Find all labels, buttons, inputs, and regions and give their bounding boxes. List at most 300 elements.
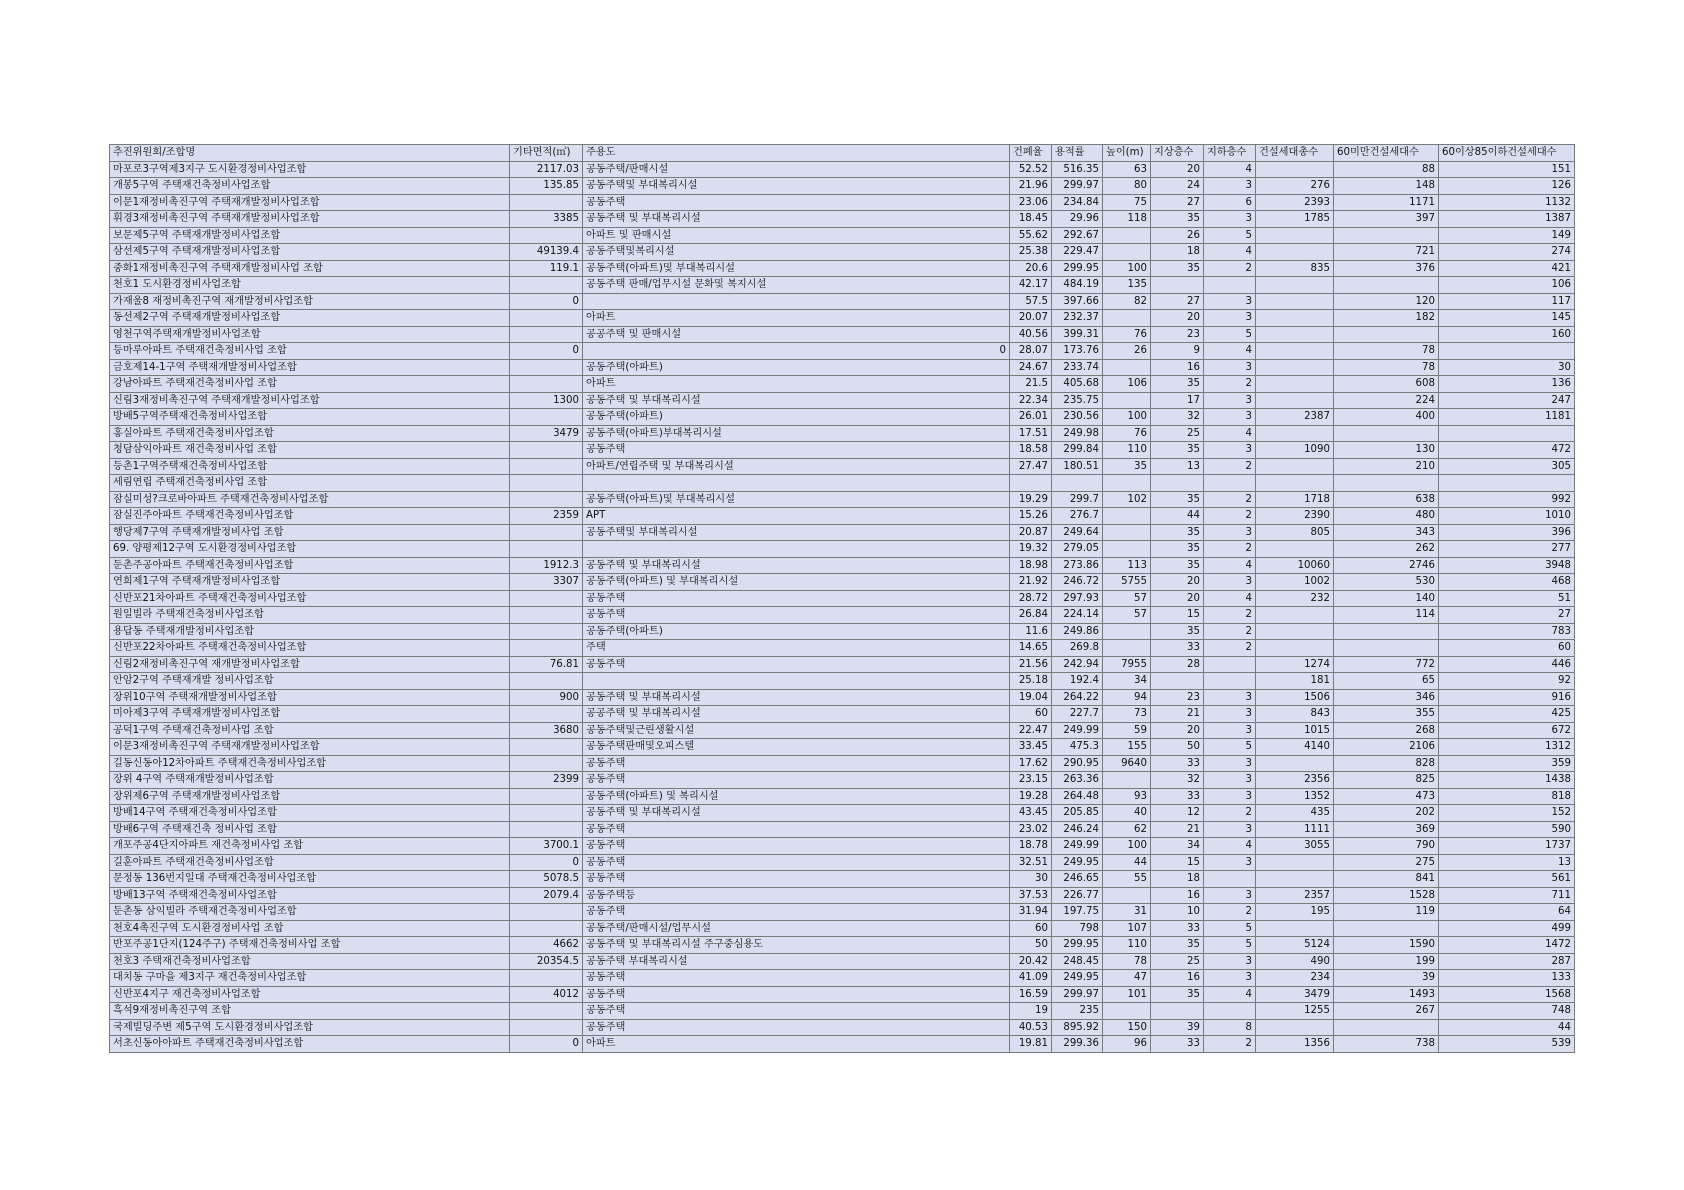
table-cell [1256,854,1334,871]
table-cell: 주택 [583,640,1010,657]
table-cell [1256,310,1334,327]
table-cell: 224.14 [1052,607,1103,624]
table-cell: 305 [1439,458,1575,475]
table-cell: 711 [1439,887,1575,904]
table-cell [1103,772,1151,789]
table-cell: 268 [1334,722,1439,739]
table-cell: 181 [1256,673,1334,690]
table-cell: 80 [1103,178,1151,195]
table-cell: 4 [1204,986,1256,1003]
table-cell [510,1003,583,1020]
table-cell: 1493 [1334,986,1439,1003]
table-cell: 76 [1103,425,1151,442]
table-cell: 중화1재정비촉진구역 주택재개발정비사업 조합 [110,260,510,277]
table-cell: 475.3 [1052,739,1103,756]
table-cell: 공동주택/판매시설/업무시설 [583,920,1010,937]
table-cell: 173.76 [1052,343,1103,360]
table-cell: 34 [1103,673,1151,690]
table-cell: 638 [1334,491,1439,508]
table-row [110,293,1575,310]
table-cell: 4 [1204,590,1256,607]
table-cell [1256,227,1334,244]
table-cell: 249.95 [1052,854,1103,871]
table-cell: 24 [1151,178,1204,195]
table-cell [510,524,583,541]
table-row [110,161,1575,178]
table-cell: 3 [1204,310,1256,327]
table-cell: 276.7 [1052,508,1103,525]
table-cell: 818 [1439,788,1575,805]
table-cell: 공동주택(아파트)부대복리시설 [583,425,1010,442]
table-cell: 3 [1204,442,1256,459]
table-cell: 25.38 [1010,244,1052,261]
table-cell: 9 [1151,343,1204,360]
table-cell: 20.42 [1010,953,1052,970]
table-cell [1334,227,1439,244]
table-cell: 대치동 구마을 제3지구 재건축정비사업조합 [110,970,510,987]
table-row [110,1036,1575,1053]
table-cell: 346 [1334,689,1439,706]
table-cell [1256,359,1334,376]
table-cell: 3307 [510,574,583,591]
table-cell: 232.37 [1052,310,1103,327]
table-cell: 19 [1010,1003,1052,1020]
table-row [110,640,1575,657]
table-cell: 126 [1439,178,1575,195]
table-cell: 22.47 [1010,722,1052,739]
table-cell: 공동주택 [583,821,1010,838]
table-cell [1334,277,1439,294]
header-row [110,145,1575,162]
table-cell: 1472 [1439,937,1575,954]
table-cell: 35 [1151,211,1204,228]
table-cell [1103,640,1151,657]
table-cell: 248.45 [1052,953,1103,970]
table-cell: 0 [510,293,583,310]
table-cell: 길훈아파트 주택재건축정비사업조합 [110,854,510,871]
table-cell [1439,475,1575,492]
table-cell: 35 [1151,937,1204,954]
table-cell: 33 [1151,920,1204,937]
table-cell: 140 [1334,590,1439,607]
table-cell [510,491,583,508]
column-header: 건폐율 [1010,145,1052,162]
table-cell: 93 [1103,788,1151,805]
table-cell: 40 [1103,805,1151,822]
table-cell [1151,475,1204,492]
table-cell: 110 [1103,442,1151,459]
table-cell: 916 [1439,689,1575,706]
table-row [110,310,1575,327]
table-cell: 100 [1103,409,1151,426]
table-cell: 이문1재정비촉진구역 주택재개발정비사업조합 [110,194,510,211]
table-cell: 공동주택(아파트)및 부대복리시설 [583,491,1010,508]
table-cell: 60 [1010,920,1052,937]
table-cell: 425 [1439,706,1575,723]
table-cell: 3 [1204,359,1256,376]
table-cell [1256,607,1334,624]
table-cell: 19.04 [1010,689,1052,706]
table-cell: 27 [1151,194,1204,211]
table-cell [583,673,1010,690]
table-cell: 343 [1334,524,1439,541]
table-cell: 1737 [1439,838,1575,855]
table-cell: 7955 [1103,656,1151,673]
table-cell: 227.7 [1052,706,1103,723]
table-cell: 117 [1439,293,1575,310]
table-cell: 2 [1204,508,1256,525]
table-cell: 299.36 [1052,1036,1103,1053]
table-cell: 152 [1439,805,1575,822]
table-cell: 2 [1204,640,1256,657]
table-cell: 공동주택 및 부대복리시설 주구중심용도 [583,937,1010,954]
table-cell: 4 [1204,244,1256,261]
table-cell: 공동주택 및 부대복리시설 [583,211,1010,228]
table-cell: 721 [1334,244,1439,261]
table-cell: 32 [1151,409,1204,426]
table-cell: 21.56 [1010,656,1052,673]
table-cell: 미아제3구역 주택재개발정비사업조합 [110,706,510,723]
table-cell: 114 [1334,607,1439,624]
table-cell: 110 [1103,937,1151,954]
table-cell: 2387 [1256,409,1334,426]
table-cell [1334,920,1439,937]
table-cell: 279.05 [1052,541,1103,558]
table-cell: 290.95 [1052,755,1103,772]
table-cell: 249.95 [1052,970,1103,987]
table-cell: 연희제1구역 주택재개발정비사업조합 [110,574,510,591]
table-cell: 길동신동아12차아파트 주택재건축정비사업조합 [110,755,510,772]
table-cell: 229.47 [1052,244,1103,261]
table-cell: 19.32 [1010,541,1052,558]
table-cell: 263.36 [1052,772,1103,789]
table-cell: 등마루아파트 주택재건축정비사업 조합 [110,343,510,360]
table-cell: 3 [1204,706,1256,723]
table-cell: 299.7 [1052,491,1103,508]
table-cell [510,359,583,376]
table-cell: 19.29 [1010,491,1052,508]
table-cell: 202 [1334,805,1439,822]
table-cell: 3 [1204,887,1256,904]
table-cell: 106 [1439,277,1575,294]
table-cell: 900 [510,689,583,706]
table-cell [1103,359,1151,376]
table-cell: 31.94 [1010,904,1052,921]
table-row [110,805,1575,822]
table-cell: 1528 [1334,887,1439,904]
table-cell: 78 [1103,953,1151,970]
table-cell: 3055 [1256,838,1334,855]
table-cell: 1255 [1256,1003,1334,1020]
table-cell: 등촌1구역주택재건축정비사업조합 [110,458,510,475]
table-body [110,161,1575,1052]
table-row [110,772,1575,789]
table-cell: 4 [1204,425,1256,442]
table-cell: 33 [1151,788,1204,805]
table-cell: 3385 [510,211,583,228]
table-cell: 공동주택(아파트) 및 부대복리시설 [583,574,1010,591]
table-cell: 27 [1151,293,1204,310]
table-cell: 47 [1103,970,1151,987]
table-cell: 21 [1151,706,1204,723]
table-cell [510,755,583,772]
table-cell: 43.45 [1010,805,1052,822]
table-cell: 흑석9재정비촉진구역 조합 [110,1003,510,1020]
table-cell: 35 [1151,557,1204,574]
table-cell: 35 [1151,541,1204,558]
table-cell: 26.84 [1010,607,1052,624]
table-cell: 397 [1334,211,1439,228]
table-cell: 20.87 [1010,524,1052,541]
table-cell: 3 [1204,970,1256,987]
table-cell: 276 [1256,178,1334,195]
table-cell: 18 [1151,871,1204,888]
table-cell: 33 [1151,755,1204,772]
table-cell: 69. 양평제12구역 도시환경정비사업조합 [110,541,510,558]
table-cell: 방배6구역 주택재건축 정비사업 조합 [110,821,510,838]
table-cell: 249.99 [1052,722,1103,739]
table-row [110,244,1575,261]
table-cell [1439,425,1575,442]
table-cell [510,805,583,822]
table-cell: 78 [1334,359,1439,376]
table-cell: 공동주택/판매시설 [583,161,1010,178]
table-cell: 아파트 [583,1036,1010,1053]
table-row [110,178,1575,195]
table-row [110,541,1575,558]
column-header: 기타면적(㎡) [510,145,583,162]
table-cell: 234 [1256,970,1334,987]
table-cell: 4 [1204,343,1256,360]
table-cell: 강남아파트 주택재건축정비사업 조합 [110,376,510,393]
table-cell: 문정동 136번지일대 주택재건축정비사업조합 [110,871,510,888]
table-cell: 2 [1204,458,1256,475]
table-cell: 25 [1151,425,1204,442]
table-cell: 23 [1151,326,1204,343]
table-cell: 동선제2구역 주택재개발정비사업조합 [110,310,510,327]
table-cell: 공동주택 및 부대복리시설 [583,557,1010,574]
table-cell: 15 [1151,607,1204,624]
table-cell: 신반포4지구 재건축정비사업조합 [110,986,510,1003]
table-cell: 12 [1151,805,1204,822]
table-cell: 149 [1439,227,1575,244]
table-cell: 3 [1204,178,1256,195]
table-cell: 4 [1204,838,1256,855]
table-cell: 35 [1151,376,1204,393]
table-cell: 44 [1151,508,1204,525]
table-cell: 13 [1151,458,1204,475]
table-cell: 76.81 [510,656,583,673]
table-cell: 4 [1204,557,1256,574]
table-cell: 180.51 [1052,458,1103,475]
table-cell: 공동주택 [583,904,1010,921]
table-cell [583,475,1010,492]
table-cell: 1300 [510,392,583,409]
table-cell: 3 [1204,772,1256,789]
table-cell: 3 [1204,293,1256,310]
table-cell [1204,871,1256,888]
table-cell: 1111 [1256,821,1334,838]
table-cell: 101 [1103,986,1151,1003]
table-cell: 공동주택 [583,772,1010,789]
table-cell: 6 [1204,194,1256,211]
table-cell: 1568 [1439,986,1575,1003]
table-cell: 18.45 [1010,211,1052,228]
table-cell: 1312 [1439,739,1575,756]
table-cell: 홍실아파트 주택재건축정비사업조합 [110,425,510,442]
table-cell: 5 [1204,937,1256,954]
table-row [110,343,1575,360]
table-cell [1103,508,1151,525]
table-row [110,722,1575,739]
table-cell: 공동주택(아파트) 및 복리시설 [583,788,1010,805]
table-cell: 15.26 [1010,508,1052,525]
table-cell: 64 [1439,904,1575,921]
table-cell: 55 [1103,871,1151,888]
table-cell: 3 [1204,392,1256,409]
table-cell: 공동주택(아파트) [583,623,1010,640]
table-cell: 10 [1151,904,1204,921]
table-cell: 17.51 [1010,425,1052,442]
table-cell: 4140 [1256,739,1334,756]
table-cell: 499 [1439,920,1575,937]
table-cell: 590 [1439,821,1575,838]
table-cell: 아파트 [583,376,1010,393]
table-cell [1103,244,1151,261]
table-cell: 197.75 [1052,904,1103,921]
table-cell: 151 [1439,161,1575,178]
table-cell [510,376,583,393]
table-cell: 14.65 [1010,640,1052,657]
table-cell: 783 [1439,623,1575,640]
table-row [110,1019,1575,1036]
table-cell: 공덕1구역 주택재건축정비사업 조합 [110,722,510,739]
table-row [110,260,1575,277]
table-cell: 120 [1334,293,1439,310]
table-cell: 539 [1439,1036,1575,1053]
table-cell: 73 [1103,706,1151,723]
table-cell [1204,1003,1256,1020]
table-cell: 20354.5 [510,953,583,970]
table-cell [510,788,583,805]
table-cell: 2 [1204,376,1256,393]
table-cell: 277 [1439,541,1575,558]
table-cell: 청담삼익아파트 재건축정비사업 조합 [110,442,510,459]
table-cell: 26 [1151,227,1204,244]
table-cell: 20.07 [1010,310,1052,327]
table-cell [510,640,583,657]
table-row [110,706,1575,723]
table-cell: 휘경3재정비촉진구역 주택재개발정비사업조합 [110,211,510,228]
table-cell: 835 [1256,260,1334,277]
table-cell [510,475,583,492]
table-cell: 530 [1334,574,1439,591]
table-cell: 5 [1204,326,1256,343]
table-cell: 3 [1204,755,1256,772]
table-cell: 2079.4 [510,887,583,904]
table-cell: 2 [1204,623,1256,640]
table-cell: 2 [1204,904,1256,921]
table-cell: 790 [1334,838,1439,855]
table-cell: 94 [1103,689,1151,706]
table-cell: 2356 [1256,772,1334,789]
table-row [110,458,1575,475]
table-cell [1256,458,1334,475]
table-cell: 490 [1256,953,1334,970]
table-cell: 반포주공1단지(124주구) 주택재건축정비사업 조합 [110,937,510,954]
table-cell: 공동주택등 [583,887,1010,904]
table-cell: 274 [1439,244,1575,261]
table-cell: 35 [1151,986,1204,1003]
table-cell: 205.85 [1052,805,1103,822]
table-cell: 2390 [1256,508,1334,525]
table-row [110,475,1575,492]
table-cell: 둔촌주공아파트 주택재건축정비사업조합 [110,557,510,574]
table-cell: 35 [1103,458,1151,475]
table-cell: 용답동 주택재개발정비사업조합 [110,623,510,640]
table-cell: 2 [1204,491,1256,508]
column-header: 지상층수 [1151,145,1204,162]
table-cell: 2359 [510,508,583,525]
table-cell: 3 [1204,574,1256,591]
table-cell: 영천구역주택재개발정비사업조합 [110,326,510,343]
column-header: 지하층수 [1204,145,1256,162]
table-cell: 21.96 [1010,178,1052,195]
table-cell: 468 [1439,574,1575,591]
table-cell: 130 [1334,442,1439,459]
table-cell: 개봉5구역 주택재건축정비사업조합 [110,178,510,195]
table-cell [510,623,583,640]
table-cell [1256,244,1334,261]
table-cell: 49139.4 [510,244,583,261]
table-cell: 23 [1151,689,1204,706]
table-cell: 2399 [510,772,583,789]
table-cell: 공동주택 [583,607,1010,624]
table-cell [1334,623,1439,640]
table-cell: 3700.1 [510,838,583,855]
table-cell: 52.52 [1010,161,1052,178]
table-cell [1103,623,1151,640]
table-cell: 1438 [1439,772,1575,789]
table-cell: 공동주택 [583,755,1010,772]
table-cell: 2 [1204,260,1256,277]
table-cell: 376 [1334,260,1439,277]
table-row [110,590,1575,607]
table-cell: 공동주택및 부대복리시설 [583,524,1010,541]
table-cell: 16 [1151,887,1204,904]
table-cell: 18.78 [1010,838,1052,855]
table-row [110,986,1575,1003]
table-cell: 55.62 [1010,227,1052,244]
table-cell: 396 [1439,524,1575,541]
table-cell: 방배5구역주택재건축정비사업조합 [110,409,510,426]
table-cell: 42.17 [1010,277,1052,294]
column-header: 추진위원회/조합명 [110,145,510,162]
table-row [110,887,1575,904]
table-cell: 신반포22차아파트 주택재건축정비사업조합 [110,640,510,657]
table-row [110,194,1575,211]
table-cell: 공동주택및복리시설 [583,244,1010,261]
table-cell: 246.72 [1052,574,1103,591]
table-cell: 446 [1439,656,1575,673]
table-cell: 18 [1151,244,1204,261]
table-cell: 2 [1204,607,1256,624]
table-cell: 방배13구역 주택재건축정비사업조합 [110,887,510,904]
table-cell: 공동주택 [583,656,1010,673]
table-cell: 1002 [1256,574,1334,591]
table-cell: 3 [1204,854,1256,871]
table-cell: 11.6 [1010,623,1052,640]
